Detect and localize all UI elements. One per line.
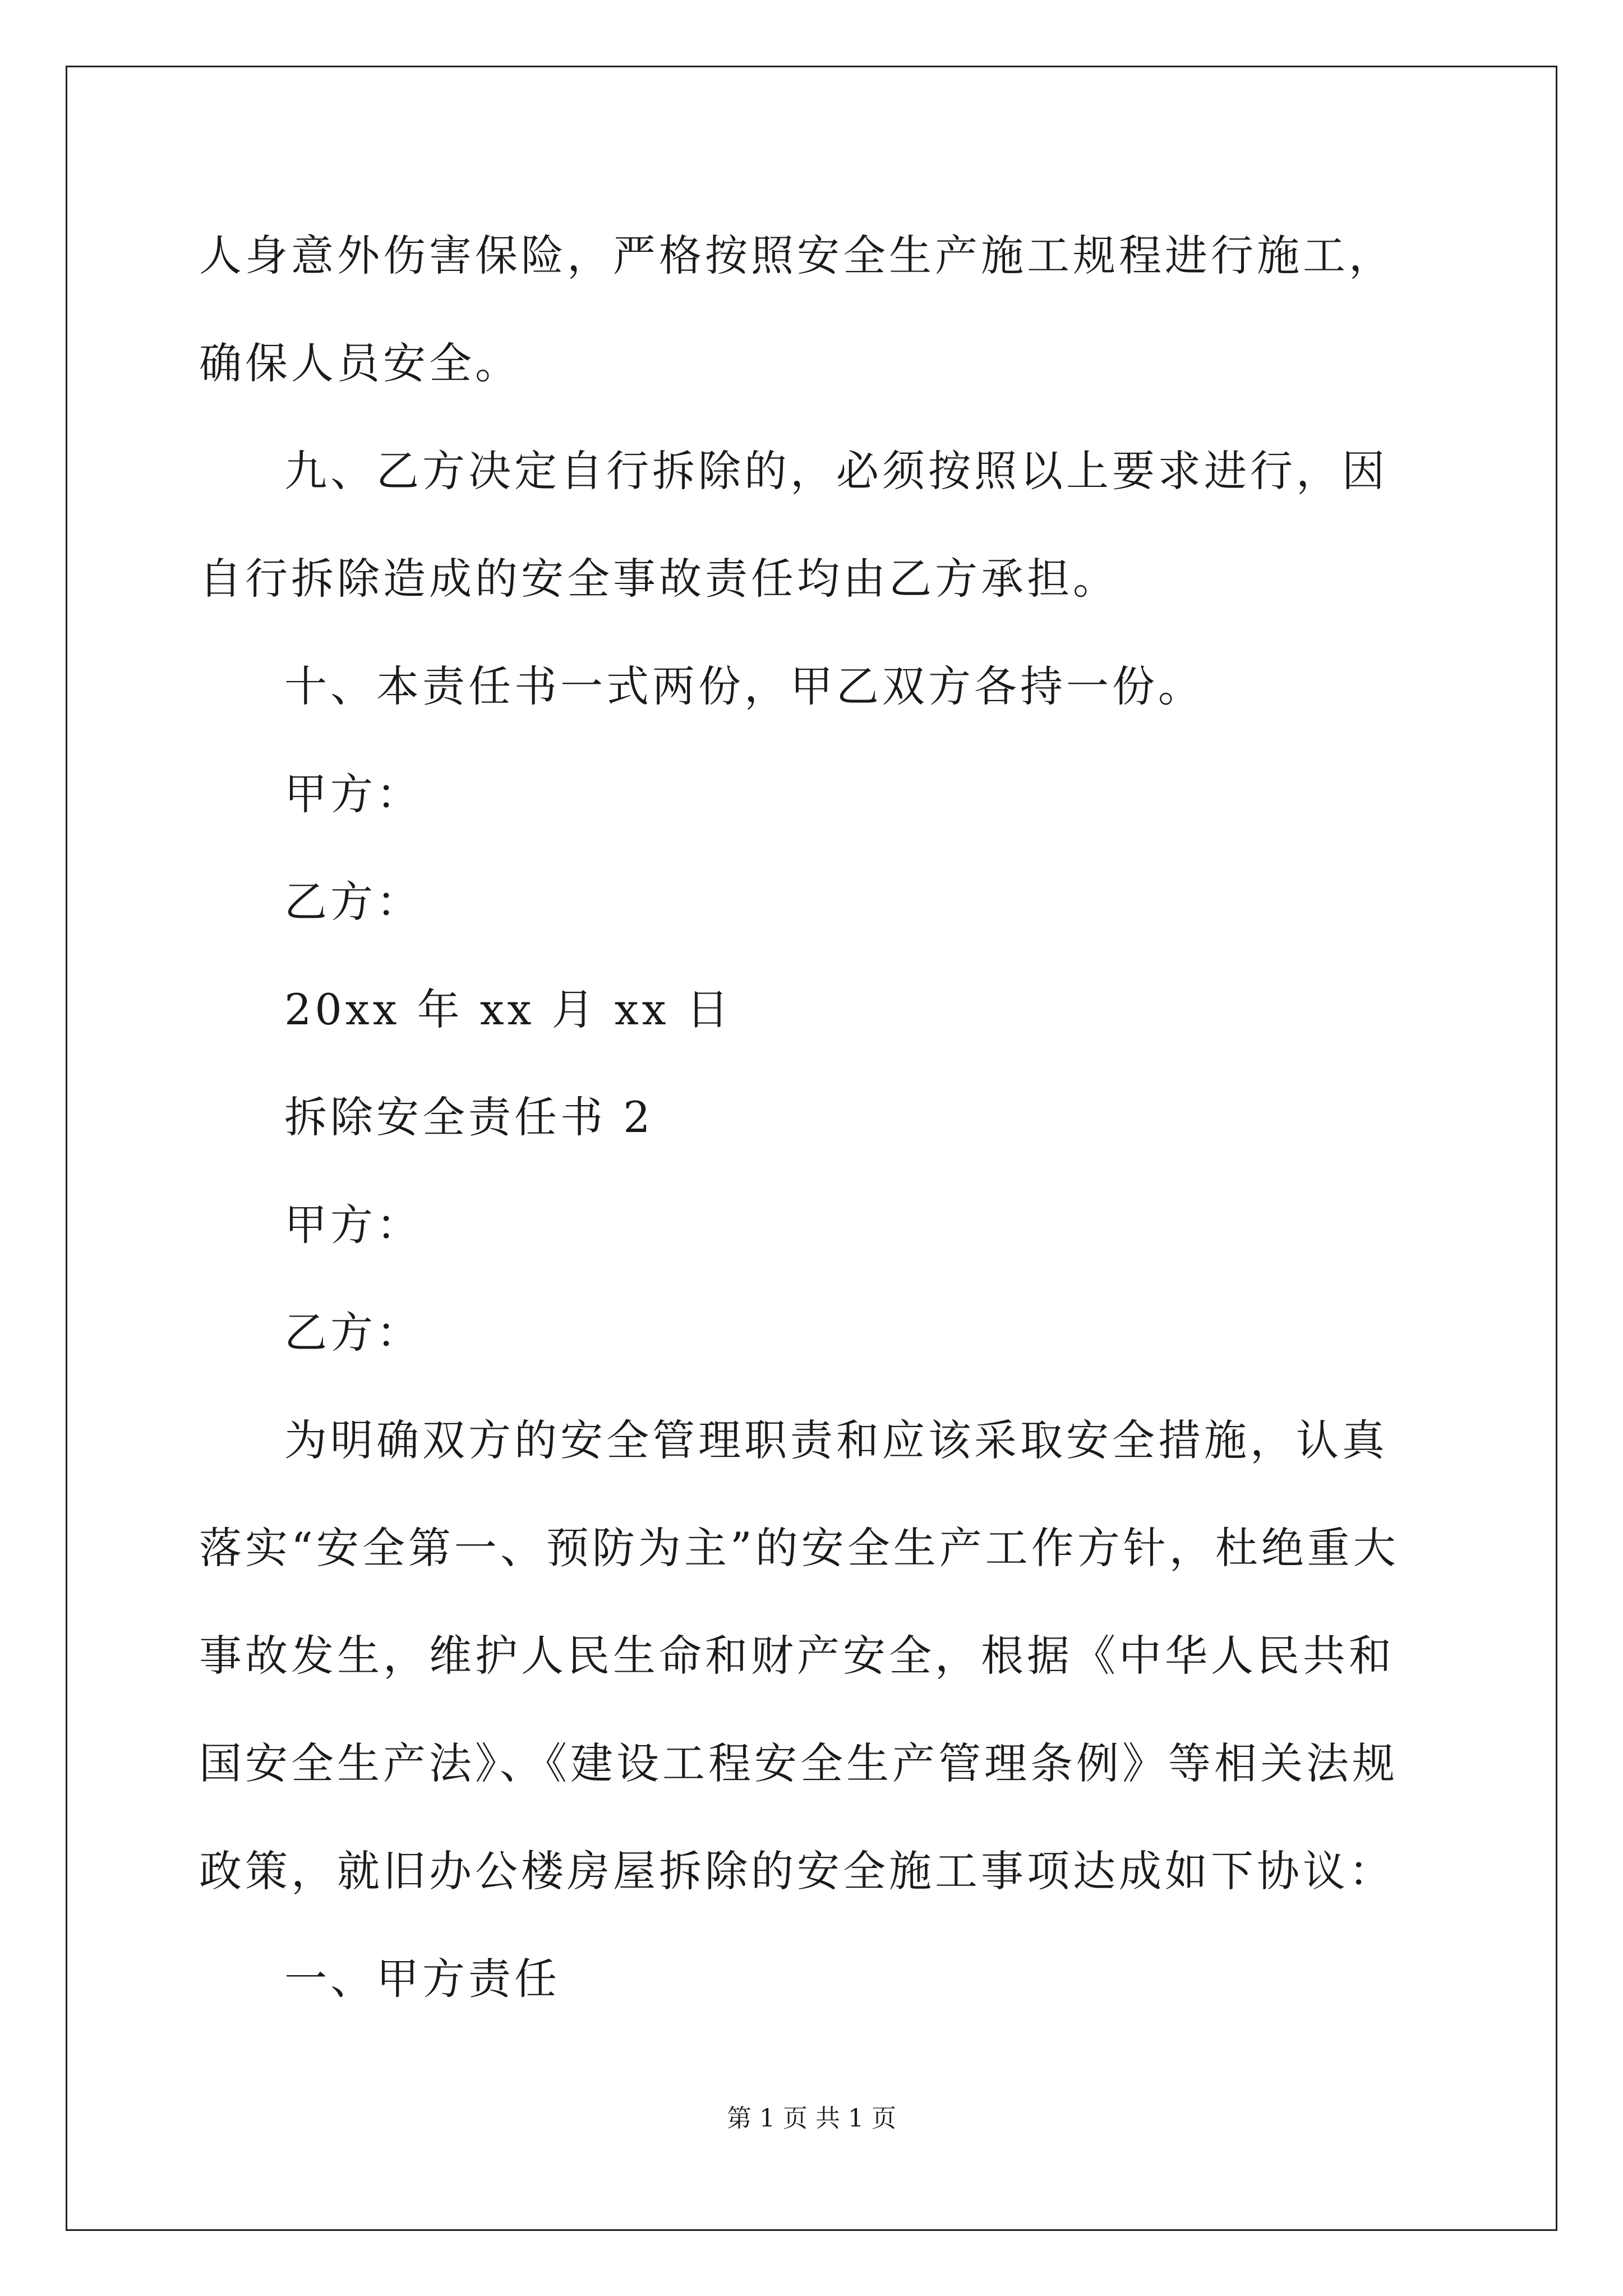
page-footer: 第 1 页 共 1 页 [727, 2104, 896, 2133]
party-b-label: 乙方： [284, 877, 422, 927]
party-a-label: 甲方： [284, 1200, 422, 1250]
party-b-label: 乙方： [284, 1308, 422, 1358]
section-title: 拆除安全责任书 2 [284, 1092, 654, 1142]
party-a-label: 甲方： [284, 769, 422, 819]
paragraph: 人身意外伤害保险，严格按照安全生产施工规程进行施工，确保人员安全。 [199, 231, 1395, 388]
paragraph: 为明确双方的安全管理职责和应该采取安全措施，认真落实“安全第一、预防为主”的安全生产工作方针，杜绝重大事故发生，维护人民生命和财产安全，根据《中华人民共和国安全生产法》、《建设工程安全生产管理条例》等相关法规政策，就旧办公楼房屋拆除的安全施工事项达成如下协议： [199, 1415, 1399, 1896]
date-line: 20xx 年 xx 月 xx 日 [284, 984, 732, 1034]
paragraph: 九、乙方决定自行拆除的，必须按照以上要求进行，因自行拆除造成的安全事故责任均由乙方承担。 [199, 446, 1388, 604]
section-heading: 一、甲方责任 [284, 1954, 560, 2004]
document-body [199, 202, 1427, 2033]
paragraph: 十、本责任书一式两份，甲乙双方各持一份。 [284, 661, 1204, 711]
